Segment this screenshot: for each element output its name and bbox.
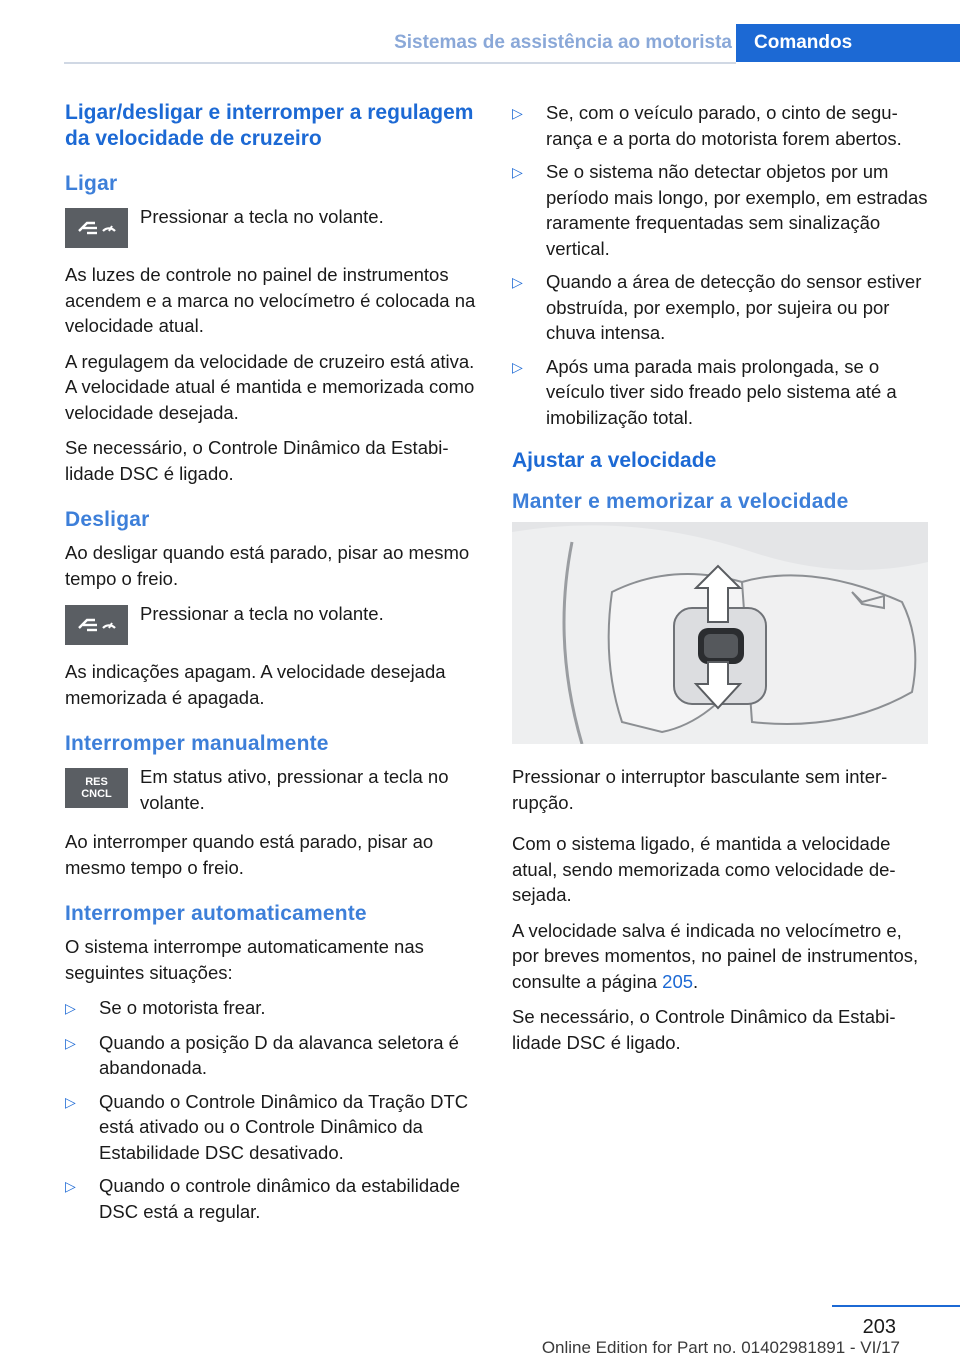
heading-ligar: Ligar xyxy=(65,172,118,195)
running-header-section: Sistemas de assistência ao motorista xyxy=(394,32,732,53)
page-number: 203 xyxy=(862,1316,896,1338)
auto-interrupt-list xyxy=(65,995,479,1224)
header-rule xyxy=(64,62,736,64)
auto-interrupt-list-continued xyxy=(512,100,928,430)
triangle-bullet-icon: ▷ xyxy=(65,1093,76,1110)
key-row-desligar xyxy=(65,601,479,645)
running-header-chapter: Comandos xyxy=(736,24,960,62)
key-instruction: Em status ativo, pressionar a tecla no volante. xyxy=(140,766,449,813)
list-item: ▷ Se o sistema não detectar objetos por um período mais longo, por exemplo, em estradas raramente frequentadas sem sinalização vertical. xyxy=(512,159,928,261)
heading-interromper-auto: Interromper automaticamente xyxy=(65,902,367,925)
paragraph: As indicações apagam. A velocidade desejada memorizada é apagada. xyxy=(65,661,446,708)
heading-interromper-manual: Interromper manualmente xyxy=(65,732,329,755)
key-instruction: Pressionar a tecla no volante. xyxy=(140,603,384,624)
page-reference-link[interactable]: 205 xyxy=(662,970,694,992)
triangle-bullet-icon: ▷ xyxy=(65,1178,76,1194)
triangle-bullet-icon: ▷ xyxy=(512,358,523,375)
heading-manter: Manter e memorizar a velocidade xyxy=(512,490,849,513)
key-label-cncl: CNCL xyxy=(81,788,112,800)
list-item: ▷ Quando a área de detecção do sensor estiver obstruída, por exemplo, por sujeira ou por chuva intensa. xyxy=(512,269,928,346)
list-item: ▷ Se o motorista frear. xyxy=(65,995,479,1022)
footer-rule xyxy=(832,1305,960,1307)
list-item: ▷ Quando a posição D da alavanca seletora é abandonada. xyxy=(65,1030,479,1081)
steering-wheel-illustration xyxy=(512,522,928,744)
res-cncl-key-icon xyxy=(65,768,128,808)
paragraph: As luzes de controle no painel de instrumentos acendem e a marca no velocímetro é colocada na velocidade atual. xyxy=(65,264,476,336)
heading-ajustar: Ajustar a velocidade xyxy=(512,449,717,472)
triangle-bullet-icon: ▷ xyxy=(512,274,523,290)
paragraph: Se necessário, o Controle Dinâmico da Estabilidade DSC é ligado. xyxy=(512,1006,896,1053)
paragraph: Ao desligar quando está parado, pisar ao mesmo tempo o freio. xyxy=(65,542,470,589)
list-item: ▷ Após uma parada mais prolongada, se o veículo tiver sido freado pelo sistema até a imobilização total. xyxy=(512,354,928,431)
cruise-control-key-icon xyxy=(65,605,128,645)
cruise-control-key-icon xyxy=(65,208,128,248)
key-row-ligar xyxy=(65,204,479,248)
paragraph: Ao interromper quando está parado, pisar ao mesmo tempo o freio. xyxy=(65,831,434,878)
right-column xyxy=(512,100,928,1065)
triangle-bullet-icon: ▷ xyxy=(65,1000,76,1016)
key-instruction: Pressionar a tecla no volante. xyxy=(140,206,384,227)
section-title: Ligar/desligar e interromper a regulagem da velocidade de cruzeiro xyxy=(65,101,474,150)
paragraph: Pressionar o interruptor basculante sem interrupção. xyxy=(512,766,888,813)
list-item: ▷ Quando o controle dinâmico da estabilidade DSC está a regular. xyxy=(65,1173,479,1224)
list-item: ▷ Se, com o veículo parado, o cinto de segurança e a porta do motorista forem abertos. xyxy=(512,100,928,151)
paragraph: O sistema interrompe automaticamente nas seguintes situações: xyxy=(65,936,424,983)
paragraph-with-page-ref: A velocidade salva é indicada no velocímetro e, por breves momentos, no painel de instrumentos, consulte a página 205. xyxy=(512,919,919,992)
triangle-bullet-icon: ▷ xyxy=(65,1034,76,1051)
triangle-bullet-icon: ▷ xyxy=(512,105,523,121)
paragraph: A regulagem da velocidade de cruzeiro está ativa. A velocidade atual é mantida e memorizada como velocidade desejada. xyxy=(65,350,475,423)
list-item: ▷ Quando o Controle Dinâmico da Tração DTC está ativado ou o Controle Dinâmico da Estabilidade DSC desativado. xyxy=(65,1089,479,1166)
key-row-manual xyxy=(65,764,479,815)
key-label-res: RES xyxy=(85,776,108,788)
paragraph: Se necessário, o Controle Dinâmico da Estabilidade DSC é ligado. xyxy=(65,437,449,484)
left-column xyxy=(65,100,479,1234)
heading-desligar: Desligar xyxy=(65,508,150,531)
edition-footer: Online Edition for Part no. 01402981891 - VI/17 xyxy=(541,1338,900,1357)
triangle-bullet-icon: ▷ xyxy=(512,164,523,180)
paragraph: Com o sistema ligado, é mantida a velocidade atual, sendo memorizada como velocidade desejada. xyxy=(512,833,896,905)
